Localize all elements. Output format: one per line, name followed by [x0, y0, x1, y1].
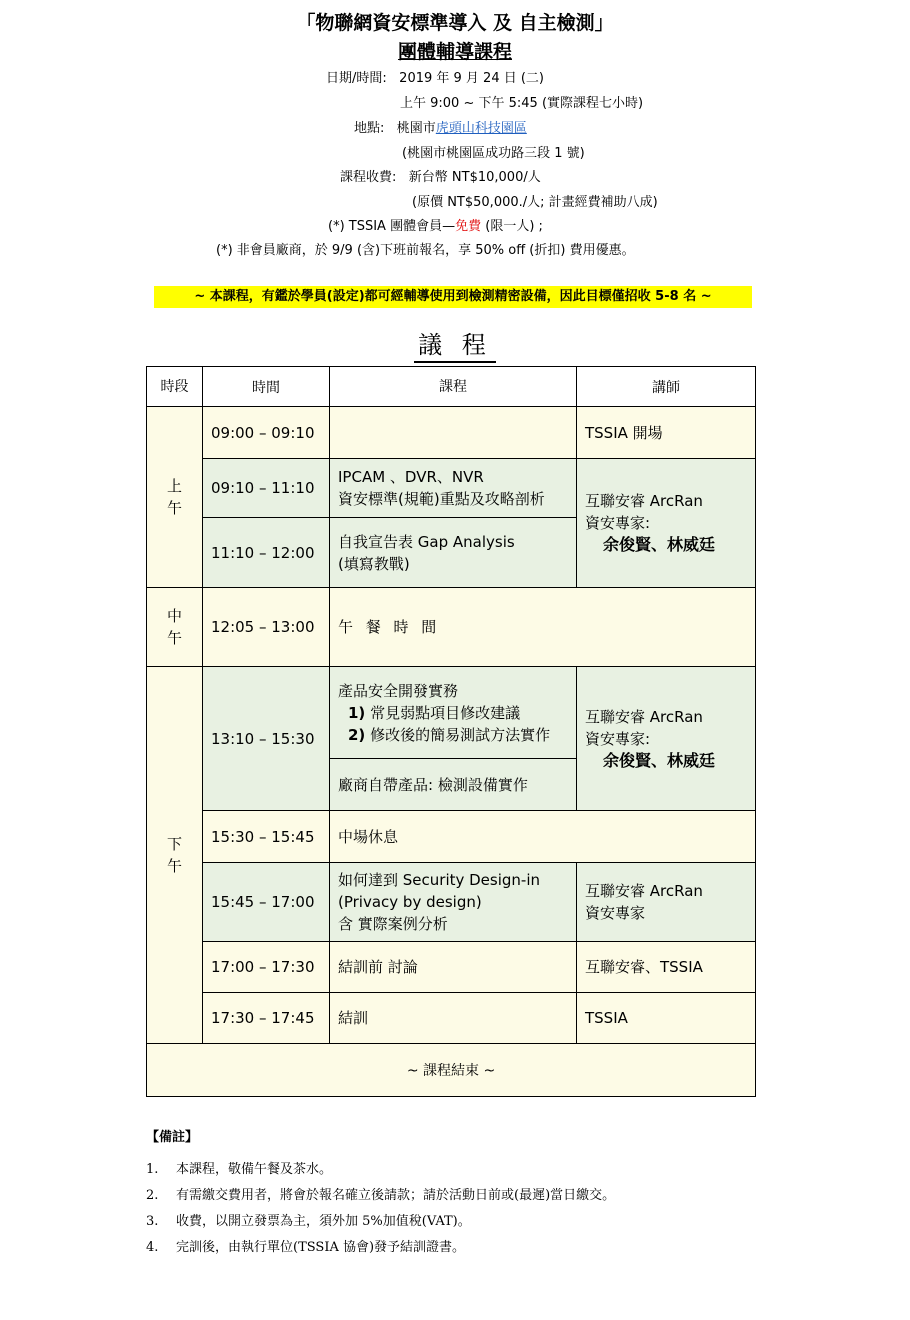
note-number: 4.: [146, 1240, 159, 1255]
note-number: 1.: [146, 1162, 159, 1177]
row-course: [330, 518, 577, 588]
row-teacher: [577, 459, 756, 588]
fee-value: 新台幣 NT$10,000/人: [408, 170, 541, 185]
note-number: 3.: [146, 1214, 159, 1229]
location-city: 桃園市: [396, 121, 436, 136]
table-row: [147, 993, 756, 1044]
course-item: [338, 702, 568, 724]
item-text: 修改後的簡易測試方法實作: [370, 725, 551, 744]
course-line: 如何達到 Security Design-in: [338, 871, 541, 889]
agenda-end: ~ 課程結束 ~: [147, 1044, 756, 1097]
note-text: 本課程，敬備午餐及茶水。: [176, 1162, 333, 1177]
note-text: 有需繳交費用者，將會於報名確立後請款；請於活動日前或(最遲)當日繳交。: [176, 1188, 616, 1203]
date-label: 日期/時間:: [326, 71, 387, 86]
row-time: 12:05 – 13:00: [203, 588, 330, 667]
item-text: 常見弱點項目修改建議: [370, 703, 521, 722]
note-number: 2.: [146, 1188, 159, 1203]
member-line: [328, 215, 543, 234]
member-free: 免費: [455, 219, 482, 234]
row-course: 結訓前 討論: [330, 942, 577, 993]
row-course: [330, 863, 577, 942]
note-item: [146, 1209, 615, 1235]
member-post: (限一人) ;: [481, 219, 543, 234]
fee-label: 課程收費:: [340, 170, 397, 185]
row-course: [330, 459, 577, 518]
row-time: 09:10 – 11:10: [203, 459, 330, 518]
note-item: [146, 1183, 615, 1209]
note-text: 收費，以開立發票為主，須外加 5%加值稅(VAT)。: [176, 1214, 471, 1229]
item-number: 2): [348, 725, 366, 744]
row-time: 15:45 – 17:00: [203, 863, 330, 942]
row-teacher: TSSIA: [577, 993, 756, 1044]
time-value: 上午 9:00 ~ 下午 5:45 (實際課程七小時): [400, 96, 644, 111]
course-line: 含 實際案例分析: [338, 915, 448, 933]
document-title: 「物聯網資安標準導入 及 自主檢測」: [296, 12, 614, 34]
teacher-line: 資安專家:: [585, 514, 651, 532]
teacher-line: 互聯安睿 ArcRan: [585, 492, 703, 510]
teacher-line: 資安專家:: [585, 729, 651, 748]
table-header-row: [147, 367, 756, 407]
location-line: [354, 117, 527, 136]
row-course: 結訓: [330, 993, 577, 1044]
location-link[interactable]: 虎頭山科技園區: [435, 121, 527, 136]
note-item: [146, 1235, 615, 1261]
location-address: (桃園市桃園區成功路三段 1 號): [402, 146, 585, 161]
course-line: (填寫教戰): [338, 554, 410, 573]
table-row: [147, 863, 756, 942]
note-item: [146, 1157, 615, 1183]
table-row: [147, 811, 756, 863]
row-course: [330, 667, 577, 759]
segment-noon: 中 午: [147, 588, 203, 667]
course-line: 產品安全開發實務: [338, 681, 459, 700]
date-line: [326, 67, 544, 86]
table-row: [147, 942, 756, 993]
course-line: 自我宣告表 Gap Analysis: [338, 532, 515, 551]
table-row: [147, 459, 756, 518]
table-row: [147, 588, 756, 667]
date-value: 2019 年 9 月 24 日 (二): [399, 71, 545, 86]
teacher-line: 資安專家: [585, 904, 646, 922]
row-time: 15:30 – 15:45: [203, 811, 330, 863]
teacher-names: 余俊賢、林威廷: [603, 535, 716, 554]
row-teacher: [577, 863, 756, 942]
course-line: (Privacy by design): [338, 893, 482, 911]
row-time: 17:00 – 17:30: [203, 942, 330, 993]
segment-morning: 上 午: [147, 407, 203, 588]
row-teacher: 互聯安睿、TSSIA: [577, 942, 756, 993]
course-line: IPCAM 、DVR、NVR: [338, 468, 484, 486]
location-label: 地點:: [354, 121, 385, 136]
header-course: 課程: [330, 367, 577, 407]
row-course: 中場休息: [330, 811, 756, 863]
teacher-names: 余俊賢、林威廷: [603, 750, 716, 770]
row-course: 廠商自帶產品: 檢測設備實作: [330, 759, 577, 811]
note-text: 完訓後，由執行單位(TSSIA 協會)發予結訓證書。: [176, 1240, 466, 1255]
row-time: 09:00 – 09:10: [203, 407, 330, 459]
header-time: 時間: [203, 367, 330, 407]
course-line: 資安標準(規範)重點及攻略剖析: [338, 490, 545, 508]
agenda-title-text: 議 程: [414, 331, 496, 363]
item-number: 1): [348, 703, 366, 722]
highlight-banner: ~ 本課程，有鑑於學員(設定)都可經輔導使用到檢測精密設備，因此目標僅招收 5-8 名 ~: [154, 286, 752, 308]
teacher-line: 互聯安睿 ArcRan: [585, 707, 703, 726]
row-teacher: TSSIA 開場: [577, 407, 756, 459]
fee-original: (原價 NT$50,000./人; 計畫經費補助八成): [412, 195, 658, 210]
notes-section: [146, 1126, 615, 1261]
row-time: 13:10 – 15:30: [203, 667, 330, 811]
agenda-title: [0, 325, 910, 360]
nonmember-line: (*) 非會員廠商，於 9/9 (含)下班前報名，享 50% off (折扣) 費用優惠。: [216, 243, 635, 258]
row-course: 午 餐 時 間: [330, 588, 756, 667]
member-pre: (*) TSSIA 團體會員—: [328, 219, 456, 234]
table-row: [147, 407, 756, 459]
segment-afternoon: 下 午: [147, 667, 203, 1044]
row-teacher: [577, 667, 756, 811]
course-item: [338, 724, 568, 746]
document-subtitle: [0, 37, 910, 64]
teacher-line: 互聯安睿 ArcRan: [585, 882, 703, 900]
agenda-table: [146, 366, 756, 1097]
notes-title: 【備註】: [146, 1130, 199, 1145]
table-footer-row: [147, 1044, 756, 1097]
header-teacher: 講師: [577, 367, 756, 407]
header-segment: 時段: [147, 367, 203, 407]
row-course: [330, 407, 577, 459]
fee-line: [340, 166, 541, 185]
row-time: 11:10 – 12:00: [203, 518, 330, 588]
subtitle-text: 團體輔導課程: [397, 41, 512, 63]
row-time: 17:30 – 17:45: [203, 993, 330, 1044]
table-row: [147, 667, 756, 759]
